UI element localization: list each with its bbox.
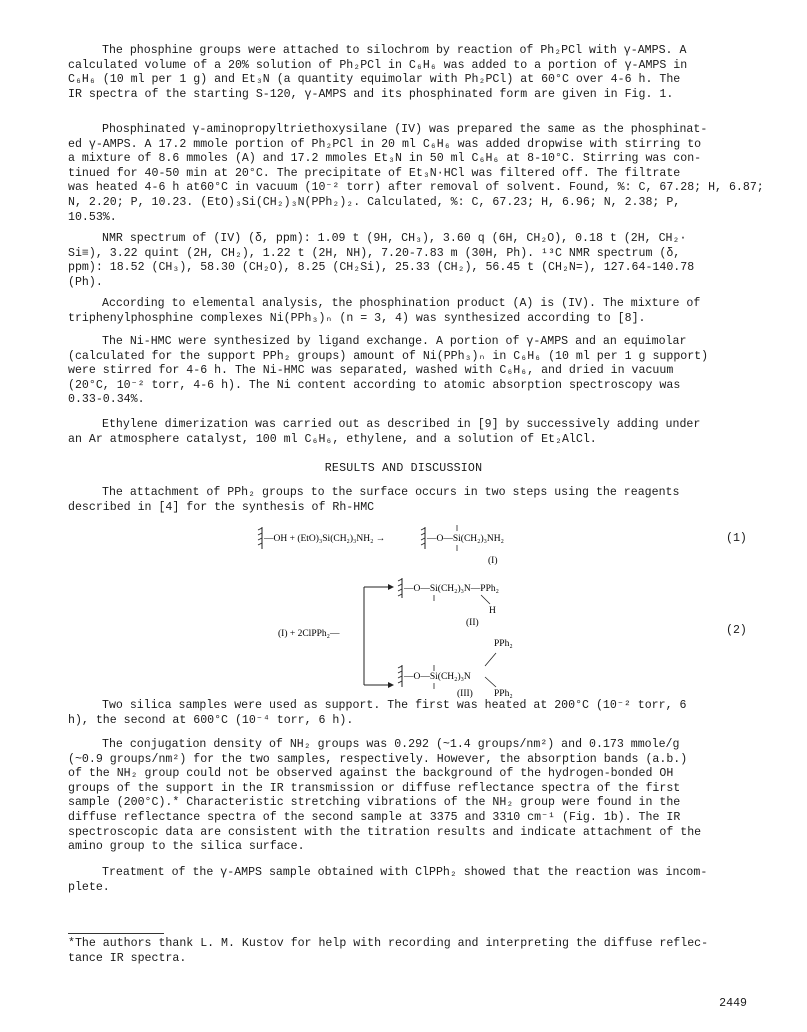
product-III-ppph2-top: PPh₂ [494, 639, 513, 649]
text-line: Si≡), 3.22 quint (2H, CH₂), 1.22 t (2H, NH), 7.20-7.83 m (30H, Ph). ¹³C NMR spectrum (δ, [68, 246, 681, 260]
text-line: *The authors thank L. M. Kustov for help with recording and interpreting the diffuse reflec- [68, 937, 709, 950]
text-line: amino group to the silica surface. [68, 840, 305, 854]
product-III: —O—Si(CH₂)₃N [404, 672, 471, 682]
paragraph-nmr [68, 232, 748, 290]
text-line: 10.53%. [68, 210, 117, 224]
text-line: C₆H₆ (10 ml per 1 g) and Et₃N (a quantity equimolar with Ph₂PCl) at 60°C over 4-6 h. The [68, 73, 681, 87]
text-line: diffuse reflectance spectra of the second sample at 3375 and 3310 cm⁻¹ (Fig. 1b). The IR [68, 810, 681, 824]
compound-label-II: (II) [466, 618, 479, 628]
text-line: h), the second at 600°C (10⁻⁴ torr, 6 h). [68, 713, 354, 727]
text-line: Treatment of the γ-AMPS sample obtained with ClPPh₂ showed that the reaction was incom- [102, 866, 708, 879]
text-line: described in [4] for the synthesis of Rh-HMC [68, 500, 375, 514]
text-line: IR spectra of the starting S-120, γ-AMPS and its phosphinated form are given in Fig. 1. [68, 87, 674, 101]
footnote-divider [68, 933, 164, 934]
reaction-scheme-2 [278, 575, 598, 703]
paragraph-elemental-analysis [68, 297, 748, 326]
text-line: The Ni-HMC were synthesized by ligand exchange. A portion of γ-AMPS and an equimolar [102, 335, 687, 348]
text-line: tance IR spectra. [68, 951, 187, 965]
reaction-scheme-1 [255, 522, 585, 570]
text-line: 0.33-0.34%. [68, 393, 145, 407]
paragraph-ni-hmc [68, 335, 748, 408]
product-II-hydrogen: H [489, 606, 496, 616]
paragraph-synthesis-IV [68, 123, 764, 225]
text-line: spectroscopic data are consistent with the titration results and indicate attachment of the [68, 825, 702, 839]
text-line: Ethylene dimerization was carried out as described in [9] by successively adding under [102, 418, 701, 431]
text-line: The conjugation density of NH₂ groups was 0.292 (~1.4 groups/nm²) and 0.173 mmole/g [102, 738, 680, 751]
eq1-product: —O—Si(CH₂)₃NH₂ [427, 534, 504, 544]
paragraph-conjugation-density [68, 738, 748, 855]
text-line: Two silica samples were used as support. The first was heated at 200°C (10⁻² torr, 6 [102, 699, 687, 712]
surface-hatch-icon [398, 578, 402, 598]
paragraph-clpph2-treatment [68, 866, 748, 895]
text-line: groups of the support in the IR transmission or diffuse reflectance spectra of the first [68, 781, 681, 795]
text-line: (Ph). [68, 275, 103, 289]
text-line: sample (200°C).* Characteristic stretching vibrations of the NH₂ group were found in the [68, 796, 681, 810]
section-heading: RESULTS AND DISCUSSION [324, 462, 483, 475]
eq2-reactants: (I) + 2ClPPh₂— [278, 629, 340, 639]
product-III-ppph2-bottom: PPh₂ [494, 689, 513, 699]
text-line: plete. [68, 880, 110, 894]
footnote [68, 937, 748, 966]
text-line: (20°C, 10⁻² torr, 4-6 h). The Ni content according to atomic absorption spectroscopy was [68, 378, 681, 392]
text-line: The attachment of PPh₂ groups to the surface occurs in two steps using the reagents [102, 486, 680, 499]
paragraph-ethylene-dimerization [68, 418, 748, 447]
text-line: ppm): 18.52 (CH₃), 58.30 (CH₂O), 8.25 (CH₂Si), 25.33 (CH₂), 56.45 t (CH₂N=), 127.64-140.78 [68, 261, 695, 275]
text-line: tinued for 40-50 min at 20°C. The precipitate of Et₃N·HCl was filtered off. The filtrate [68, 166, 681, 180]
compound-label-III: (III) [457, 689, 473, 699]
paragraph-phosphine-attachment [68, 44, 748, 102]
surface-hatch-icon [258, 527, 262, 549]
paragraph-attachment-steps [68, 486, 748, 515]
text-line: calculated volume of a 20% solution of Ph₂PCl in C₆H₆ was added to a portion of γ-AMPS in [68, 58, 688, 72]
text-line: triphenylphosphine complexes Ni(PPh₃)ₙ (n = 3, 4) was synthesized according to [8]. [68, 311, 646, 325]
text-line: (~0.9 groups/nm²) for the two samples, respectively. However, the absorption bands (a.b.) [68, 752, 688, 766]
text-line: of the NH₂ group could not be observed against the background of the hydrogen-bonded OH [68, 767, 674, 781]
equation-number-1: (1) [726, 532, 747, 545]
surface-hatch-icon [398, 665, 402, 687]
text-line: The phosphine groups were attached to silochrom by reaction of Ph₂PCl with γ-AMPS. A [102, 44, 687, 57]
product-II: —O—Si(CH₂)₃N—PPh₂ [404, 584, 499, 594]
text-line: N, 2.20; P, 10.23. (EtO)₃Si(CH₂)₃N(PPh₂)₂. Calculated, %: C, 67.23; H, 6.96; N, 2.38; P, [68, 195, 681, 209]
text-line: Phosphinated γ-aminopropyltriethoxysilane (IV) was prepared the same as the phosphinat- [102, 123, 708, 136]
text-line: was heated 4-6 h at60°C in vacuum (10⁻² torr) after removal of solvent. Found, %: C, 67.28; H, 6.87; [68, 181, 764, 195]
text-line: NMR spectrum of (IV) (δ, ppm): 1.09 t (9H, CH₃), 3.60 q (6H, CH₂O), 0.18 t (2H, CH₂· [102, 232, 687, 245]
text-line: an Ar atmosphere catalyst, 100 ml C₆H₆, ethylene, and a solution of Et₂AlCl. [68, 432, 597, 446]
equation-number-2: (2) [726, 624, 747, 637]
text-line: (calculated for the support PPh₂ groups) amount of Ni(PPh₃)ₙ in C₆H₆ (10 ml per 1 g support) [68, 349, 709, 363]
compound-label-I: (I) [488, 556, 498, 566]
eq1-reactants: —OH + (EtO)₃Si(CH₂)₃NH₂ → [264, 534, 386, 544]
surface-hatch-icon [421, 527, 425, 549]
paragraph-silica-samples [68, 699, 748, 728]
page-number: 2449 [719, 997, 747, 1010]
text-line: were stirred for 4-6 h. The Ni-HMC was separated, washed with C₆H₆, and dried in vacuum [68, 364, 674, 378]
text-line: ed γ-AMPS. A 17.2 mmole portion of Ph₂PCl in 20 ml C₆H₆ was added dropwise with stirring to [68, 137, 702, 151]
text-line: a mixture of 8.6 mmoles (A) and 17.2 mmoles Et₃N in 50 ml C₆H₆ at 8-10°C. Stirring was con- [68, 152, 702, 166]
text-line: According to elemental analysis, the phosphination product (A) is (IV). The mixture of [102, 297, 701, 310]
